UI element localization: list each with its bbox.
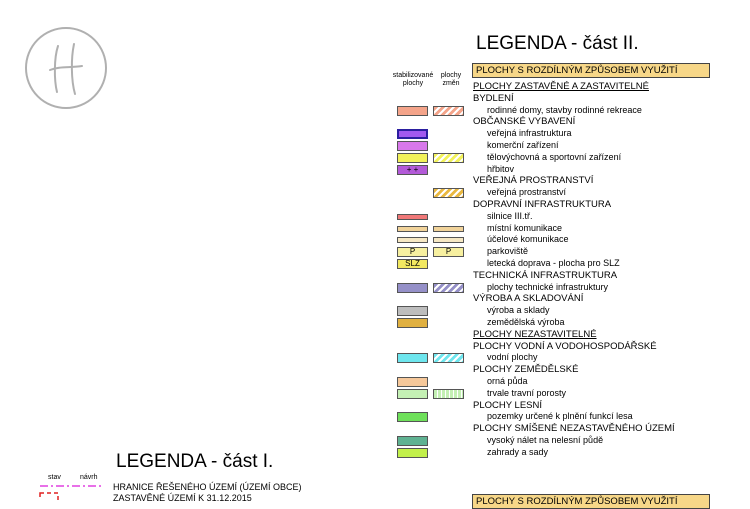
legend-row-boundary: HRANICE ŘEŠENÉHO ÚZEMÍ (ÚZEMÍ OBCE) [113,482,302,492]
swatch-symbol: SLZ [405,259,420,268]
swatch-stabilized [397,436,428,446]
legend-label: trvale travní porosty [487,387,567,398]
column-header-stabilized: stabilizované plochy [392,72,434,87]
legend-label: PLOCHY ZASTAVĚNÉ A ZASTAVITELNÉ [473,81,649,92]
logo-monogram-h-icon [24,26,108,110]
swatch-change [433,283,464,293]
swatch-stabilized [397,353,428,363]
legend-label: veřejná infrastruktura [487,128,572,139]
legend-label: VÝROBA A SKLADOVÁNÍ [473,293,584,305]
legend-label: silnice III.tř. [487,210,533,221]
legend-label: VEŘEJNÁ PROSTRANSTVÍ [473,175,594,187]
swatch-stabilized [397,247,428,257]
legend-line-symbols [36,482,108,500]
legend-label: PLOCHY NEZASTAVITELNÉ [473,328,597,340]
legend-label: výroba a sklady [487,305,550,316]
swatch-stabilized [397,283,428,293]
swatch-stabilized [397,412,428,422]
swatch-symbol: P [409,247,416,257]
swatch-change [433,188,464,198]
column-header-navrh: návrh [80,474,98,481]
swatch-stabilized [397,153,428,163]
swatch-stabilized [397,377,428,387]
swatch-change [433,106,464,116]
column-header-stav: stav [48,474,61,481]
legend-label: rodinné domy, stavby rodinné rekreace [487,104,642,115]
legend-label: veřejná prostranství [487,187,567,198]
legend-label: PLOCHY SMÍŠENÉ NEZASTAVĚNÉHO ÚZEMÍ [473,423,675,435]
legend-banner-land-use: PLOCHY S ROZDÍLNÝM ZPŮSOBEM VYUŽITÍ [472,63,710,78]
legend-label: PLOCHY VODNÍ A VODOHOSPODÁŘSKÉ [473,340,657,352]
legend-label: PLOCHY ZEMĚDĚLSKÉ [473,364,579,376]
legend-label: parkoviště [487,246,529,257]
legend-label: letecká doprava - plocha pro SLZ [487,258,620,268]
swatch-stabilized [397,106,428,116]
legend-label: TECHNICKÁ INFRASTRUKTURA [473,269,618,281]
swatch-change [433,247,464,257]
legend-part-1-title: LEGENDA - část I. [116,451,274,472]
swatch-stabilized [397,226,428,232]
swatch-stabilized [397,259,428,269]
legend-label: orná půda [487,376,528,386]
legend-label: DOPRAVNÍ INFRASTRUKTURA [473,199,612,210]
legend-label: PLOCHY LESNÍ [473,399,542,411]
legend-label: OBČANSKÉ VYBAVENÍ [473,116,576,128]
swatch-stabilized [397,165,428,175]
legend-label: hřbitov [487,163,515,174]
legend-label: zemědělská výroba [487,317,565,327]
swatch-change [433,226,464,232]
swatch-symbol: + + [406,164,419,174]
swatch-stabilized [397,237,428,243]
legend-label: místní komunikace [487,222,563,233]
swatch-change [433,389,464,399]
swatch-stabilized [397,448,428,458]
legend-label: BYDLENÍ [473,92,514,104]
legend-row-built-area: ZASTAVĚNÉ ÚZEMÍ K 31.12.2015 [113,493,252,503]
swatch-stabilized [397,306,428,316]
swatch-change [433,153,464,163]
legend-label: vodní plochy [487,352,538,363]
swatch-symbol: P [445,247,452,257]
swatch-stabilized [397,214,428,220]
legend-label: plochy technické infrastruktury [487,281,609,292]
legend-label: účelové komunikace [487,234,569,245]
legend-label: zahrady a sady [487,446,549,457]
legend-part-2-title: LEGENDA - část II. [476,33,639,54]
legend-label: vysoký nálet na nelesní půdě [487,435,604,445]
swatch-stabilized [397,318,428,328]
swatch-stabilized [397,389,428,399]
swatch-stabilized [397,129,428,139]
legend-label: komerční zařízení [487,140,559,150]
swatch-stabilized [397,141,428,151]
column-header-changes: plochy změn [440,72,462,87]
swatch-change [433,353,464,363]
legend-label: tělovýchovná a sportovní zařízení [487,151,622,162]
legend-banner-bottom: PLOCHY S ROZDÍLNÝM ZPŮSOBEM VYUŽITÍ [472,494,710,509]
swatch-change [433,237,464,243]
legend-label: pozemky určené k plnění funkcí lesa [487,411,633,422]
